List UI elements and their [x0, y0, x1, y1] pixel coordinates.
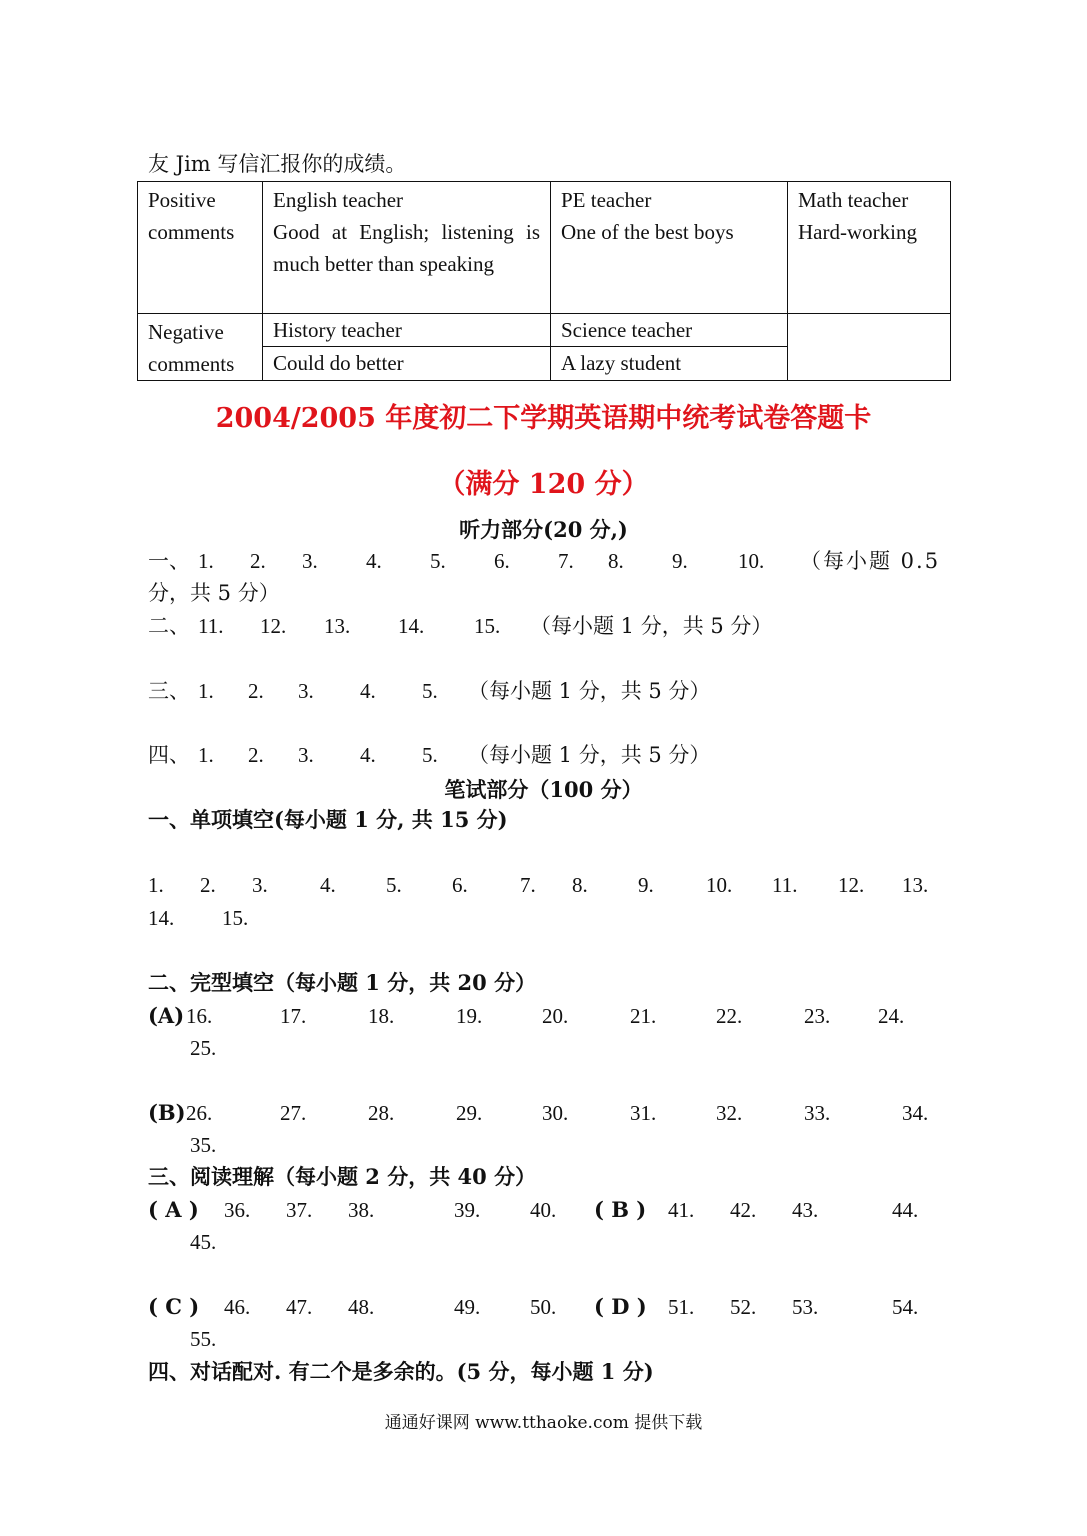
- section3-title: 三、阅读理解（每小题 2 分，共 40 分）: [148, 1164, 537, 1189]
- section3c-item-3: 48.: [348, 1295, 375, 1319]
- listening-part3-item-4: 4.: [360, 679, 376, 703]
- listening-part2-item-2: 12.: [260, 614, 287, 638]
- science-teacher-cell: [551, 314, 788, 381]
- pe-teacher-comment: One of the best boys: [561, 220, 734, 244]
- section2b-label: (B): [148, 1100, 186, 1125]
- section3d-item-4: 54.: [892, 1295, 919, 1319]
- section2b-item-4: 29.: [456, 1101, 483, 1125]
- section1-item-10: 10.: [706, 873, 733, 897]
- section1-item-row2-1: 14.: [148, 906, 175, 930]
- science-teacher-comment: A lazy student: [561, 351, 682, 375]
- listening-part1-note2: 分，共 5 分）: [148, 581, 280, 605]
- listening-part1-item-8: 8.: [608, 549, 624, 573]
- listening-part1-item-3: 3.: [302, 549, 318, 573]
- section2b-item-9: 34.: [902, 1101, 929, 1125]
- section2b-last: 35.: [190, 1133, 217, 1157]
- pe-teacher-heading: PE teacher: [561, 188, 652, 212]
- listening-part1-item-7: 7.: [558, 549, 574, 573]
- listening-part1-note: （每小题 0.5: [800, 549, 941, 573]
- english-teacher-heading: English teacher: [273, 188, 404, 212]
- section3d-item-3: 53.: [792, 1295, 819, 1319]
- listening-part1-prefix: 一、: [148, 549, 190, 573]
- section3b-item-3: 43.: [792, 1198, 819, 1222]
- section3c-label: ( C ): [148, 1294, 200, 1319]
- listening-heading: 听力部分(20 分,): [459, 517, 628, 542]
- section1-item-5: 5.: [386, 873, 402, 897]
- section2b-item-2: 27.: [280, 1101, 307, 1125]
- section1-item-1: 1.: [148, 873, 164, 897]
- pe-teacher-cell: [551, 182, 788, 314]
- section3a-item-2: 37.: [286, 1198, 313, 1222]
- section2a-item-3: 18.: [368, 1004, 395, 1028]
- section2a-item-5: 20.: [542, 1004, 569, 1028]
- english-teacher-cell: [263, 182, 551, 314]
- section3a-item-1: 36.: [224, 1198, 251, 1222]
- section2a-item-6: 21.: [630, 1004, 657, 1028]
- listening-part3-prefix: 三、: [148, 679, 190, 703]
- footer-credit: 通通好课网 www.tthaoke.com 提供下载: [384, 1413, 703, 1433]
- section3d-item-1: 51.: [668, 1295, 695, 1319]
- listening-part3-item-5: 5.: [422, 679, 438, 703]
- history-teacher-comment: Could do better: [273, 351, 404, 375]
- listening-part3-item-1: 1.: [198, 679, 214, 703]
- section2b-item-5: 30.: [542, 1101, 569, 1125]
- listening-part4-prefix: 四、: [148, 743, 190, 767]
- section3b-item-1: 41.: [668, 1198, 695, 1222]
- section3b-item-2: 42.: [730, 1198, 757, 1222]
- section1-item-11: 11.: [772, 873, 798, 897]
- section1-item-4: 4.: [320, 873, 336, 897]
- listening-part4-item-3: 3.: [298, 743, 314, 767]
- section2b-item-7: 32.: [716, 1101, 743, 1125]
- listening-part2-item-5: 15.: [474, 614, 501, 638]
- math-teacher-cell: [788, 182, 951, 314]
- science-teacher-heading: Science teacher: [551, 314, 787, 347]
- listening-part2-note: （每小题 1 分，共 5 分）: [530, 614, 773, 638]
- section4-title: 四、对话配对. 有二个是多余的。(5 分，每小题 1 分): [148, 1359, 654, 1384]
- listening-part3-note: （每小题 1 分，共 5 分）: [468, 679, 711, 703]
- section3d-label: ( D ): [594, 1294, 647, 1319]
- listening-part1-item-2: 2.: [250, 549, 266, 573]
- section1-item-13: 13.: [902, 873, 929, 897]
- section3c-item-4: 49.: [454, 1295, 481, 1319]
- section3ab-last: 45.: [190, 1230, 217, 1254]
- section2a-item-1: 16.: [186, 1004, 213, 1028]
- section1-item-3: 3.: [252, 873, 268, 897]
- section3c-item-2: 47.: [286, 1295, 313, 1319]
- section3a-item-3: 38.: [348, 1198, 375, 1222]
- section2a-item-2: 17.: [280, 1004, 307, 1028]
- listening-part4-item-5: 5.: [422, 743, 438, 767]
- listening-part2-prefix: 二、: [148, 614, 190, 638]
- section2b-item-3: 28.: [368, 1101, 395, 1125]
- listening-part1-item-6: 6.: [494, 549, 510, 573]
- section2b-item-8: 33.: [804, 1101, 831, 1125]
- section3cd-last: 55.: [190, 1327, 217, 1351]
- empty-cell: [788, 314, 951, 381]
- listening-part1-item-9: 9.: [672, 549, 688, 573]
- written-heading: 笔试部分（100 分）: [444, 777, 643, 802]
- section3d-item-2: 52.: [730, 1295, 757, 1319]
- section1-item-7: 7.: [520, 873, 536, 897]
- section3a-item-5: 40.: [530, 1198, 557, 1222]
- math-teacher-heading: Math teacher: [798, 188, 909, 212]
- math-teacher-comment: Hard-working: [798, 220, 917, 244]
- section3b-item-4: 44.: [892, 1198, 919, 1222]
- comments-table: [137, 181, 951, 381]
- section3a-item-4: 39.: [454, 1198, 481, 1222]
- section2a-item-7: 22.: [716, 1004, 743, 1028]
- listening-part2-item-4: 14.: [398, 614, 425, 638]
- listening-part1-item-5: 5.: [430, 549, 446, 573]
- section1-item-12: 12.: [838, 873, 865, 897]
- section2a-item-8: 23.: [804, 1004, 831, 1028]
- listening-part2-item-3: 13.: [324, 614, 351, 638]
- history-teacher-heading: History teacher: [263, 314, 550, 347]
- negative-comments-label: Negative comments: [138, 314, 263, 381]
- intro-text: 友 Jim 写信汇报你的成绩。: [148, 152, 407, 176]
- section1-item-row2-2: 15.: [222, 906, 249, 930]
- section2b-item-1: 26.: [186, 1101, 213, 1125]
- english-teacher-comment: Good at English; listening is much better than speaking: [273, 220, 540, 276]
- listening-part1-item-10: 10.: [738, 549, 765, 573]
- section2a-label: (A): [148, 1003, 185, 1028]
- section1-item-8: 8.: [572, 873, 588, 897]
- history-teacher-cell: [263, 314, 551, 381]
- listening-part4-item-2: 2.: [248, 743, 264, 767]
- full-score-subtitle: （满分 120 分）: [438, 469, 649, 500]
- section1-item-6: 6.: [452, 873, 468, 897]
- answer-sheet-title: 2004/2005 年度初二下学期英语期中统考试卷答题卡: [215, 403, 872, 434]
- section3b-label: ( B ): [594, 1197, 647, 1222]
- section1-title: 一、单项填空(每小题 1 分, 共 15 分): [148, 807, 508, 832]
- section2a-item-4: 19.: [456, 1004, 483, 1028]
- section3c-item-5: 50.: [530, 1295, 557, 1319]
- section3c-item-1: 46.: [224, 1295, 251, 1319]
- section2a-item-9: 24.: [878, 1004, 905, 1028]
- section1-item-2: 2.: [200, 873, 216, 897]
- section2a-last: 25.: [190, 1036, 217, 1060]
- listening-part3-item-2: 2.: [248, 679, 264, 703]
- listening-part4-item-4: 4.: [360, 743, 376, 767]
- section2b-item-6: 31.: [630, 1101, 657, 1125]
- listening-part2-item-1: 11.: [198, 614, 224, 638]
- listening-part3-item-3: 3.: [298, 679, 314, 703]
- listening-part4-note: （每小题 1 分，共 5 分）: [468, 743, 711, 767]
- listening-part4-item-1: 1.: [198, 743, 214, 767]
- listening-part1-item-1: 1.: [198, 549, 214, 573]
- positive-comments-label: Positive comments: [138, 182, 263, 314]
- section3a-label: ( A ): [148, 1197, 199, 1222]
- listening-part1-item-4: 4.: [366, 549, 382, 573]
- section2-title: 二、完型填空（每小题 1 分，共 20 分）: [148, 970, 537, 995]
- section1-item-9: 9.: [638, 873, 654, 897]
